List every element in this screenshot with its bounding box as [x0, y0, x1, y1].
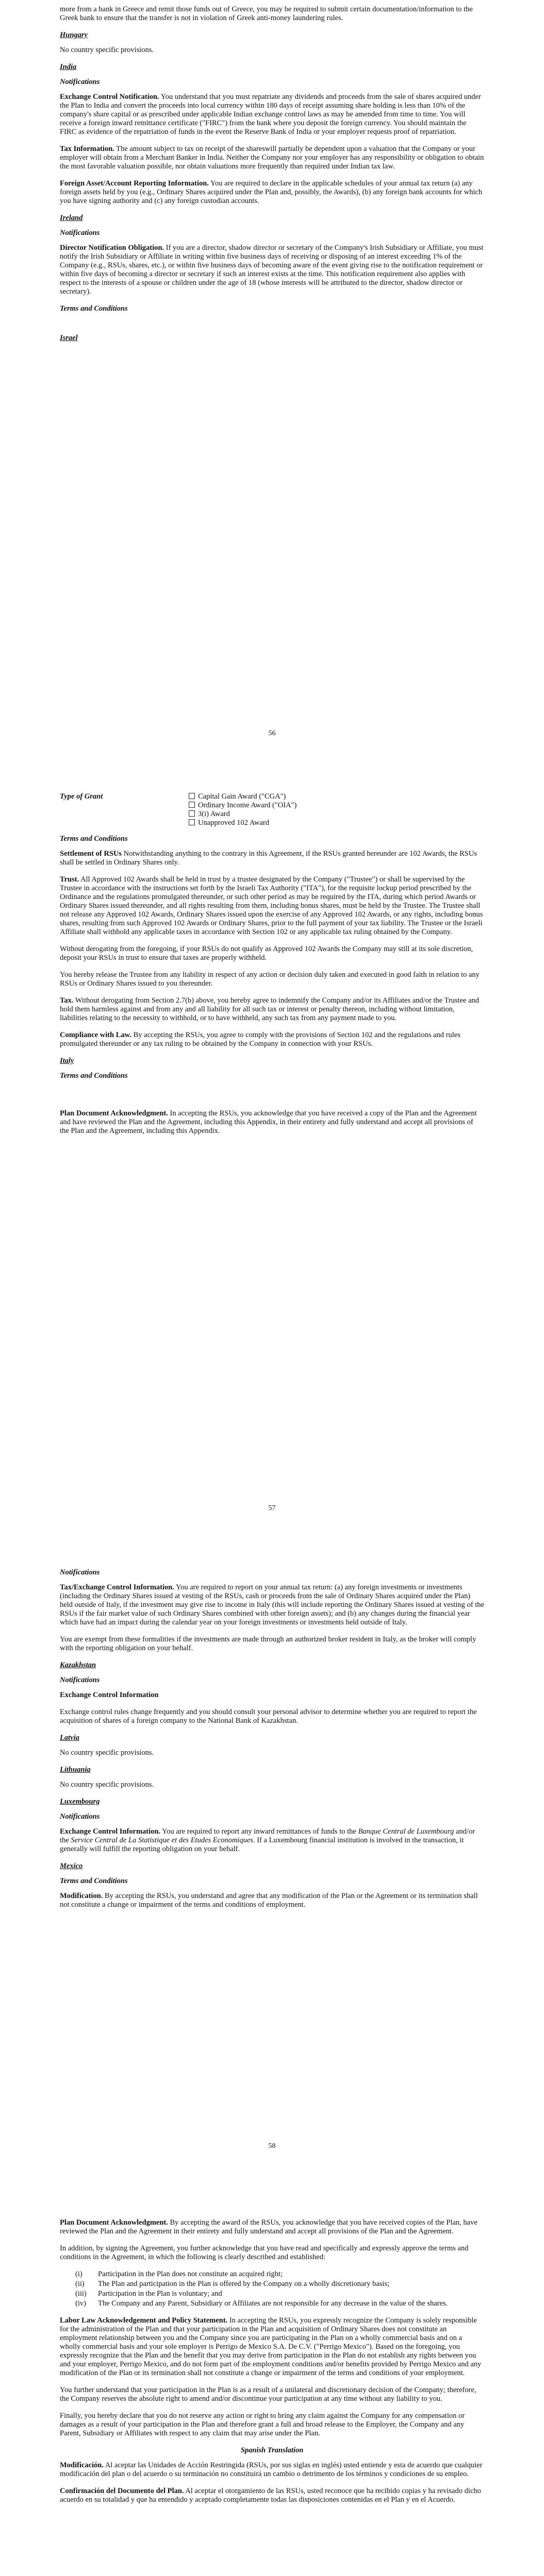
page-number: 58 [268, 2142, 276, 2150]
document-page-59 [0, 2215, 544, 2576]
paragraph [60, 1031, 484, 1048]
grant-option[interactable]: Capital Gain Award ("CGA") [189, 792, 296, 801]
country-heading-lithuania: Lithuania [60, 1766, 91, 1774]
country-heading-latvia: Latvia [60, 1734, 79, 1742]
paragraph: Exchange Control Information. You are required to report any inward remittances of funds to the Banque Central de Luxembourg and/or the Service Central de La Statistique et des Etudes Economiques. If a Luxembourg financial institution is involved in the transaction, it generally will fulfill the reporting obligation on your behalf. [60, 1827, 475, 1853]
paragraph [60, 145, 484, 171]
list-item: (iii) Participation in the Plan is voluntary; and [75, 2290, 222, 2298]
country-heading-india: India [60, 63, 77, 71]
paragraph: You are exempt from these formalities if the investments are made through an authorized broker resident in Italy, as the broker will comply with the reporting obligation on your behalf. [60, 1635, 476, 1652]
paragraph-lead: Plan Document Acknowledgment. [60, 1109, 168, 1117]
paragraph-body: Al aceptar las Unidades de Acción Restringida (RSUs, por sus siglas en inglés) usted entiende y esta de acuerdo que cualquier modificación del plan o del acuerdo o su terminación no constituirá un cambio o detrimento de los términos y condiciones de su empleo. [60, 2461, 483, 2478]
page-number: 56 [268, 730, 276, 737]
paragraph [60, 996, 484, 1023]
paragraph [60, 2316, 484, 2378]
section-subheading: Notifications [60, 78, 100, 86]
paragraph-body: Notwithstanding anything to the contrary in this Agreement, if the RSUs granted hereunder are 102 Awards, the RSUs shall be settled in Ordinary Shares only. [60, 850, 477, 867]
country-heading-mexico: Mexico [60, 1862, 83, 1870]
paragraph-lead: Compliance with Law. [60, 1031, 131, 1039]
paragraph [60, 93, 484, 137]
checkbox-icon[interactable] [189, 802, 195, 808]
paragraph [60, 244, 484, 296]
section-subheading: Terms and Conditions [60, 835, 128, 843]
paragraph: No country specific provisions. [60, 46, 154, 54]
paragraph-body: In accepting the RSUs, you acknowledge that you have received a copy of the Plan and the Agreement and have reviewed the Plan and the Agreement, including this Appendix, in their entirety and fully understand and accept all provisions of the Plan and the Agreement, including this Appendix. [60, 1109, 477, 1135]
paragraph: No country specific provisions. [60, 1781, 154, 1789]
paragraph-lead: Tax Information. [60, 145, 114, 153]
page-number: 57 [268, 1504, 276, 1512]
country-heading-israel: Israel [60, 334, 78, 342]
grant-type-block [60, 792, 484, 827]
paragraph [60, 850, 484, 867]
paragraph: more from a bank in Greece and remit those funds out of Greece, you may be required to submit certain documentation/information to the Greek bank to ensure that the transfer is not in violation of Greek anti-money laundering rules. [60, 5, 473, 22]
country-heading-italy: Italy [60, 1057, 74, 1065]
paragraph-body: Without derogating from Section 2.7(b) above, you hereby agree to indemnify the Company and/or its Affiliates and/or the Trustee and hold them harmless against and from any and all liability for all such tax or interest or penalty thereon, including without limitation, liabilities relating to the necessity to withhold, or to have withheld, any such tax from any payment made to you. [60, 996, 480, 1022]
paragraph-body: All Approved 102 Awards shall be held in trust by a trustee designated by the Company ("Trustee") or shall be supervised by the Trustee in accordance with the instructions set forth by the Israeli Tax Authority ("ITA"), for the requisite lockup period prescribed by the Ordinance and the regulations promulgated thereunder, or such other period as may be required by the ITA, during which period Awards or Ordinary Shares issued thereunder, and all rights resulting from them, including bonus shares, must be held by the Trustee. The Trustee shall not release any Approved 102 Awards, Ordinary Shares issued upon the exercise of any Approved 102 Awards, or any rights, including bonus shares, resulting from such Approved 102 Awards or Ordinary Shares, prior to the full payment of your tax liability. The Trustee or the Israeli Affiliate shall withhold any applicable taxes in accordance with Section 102 or any applicable tax ruling obtained by the Company. [60, 875, 483, 936]
paragraph-body: The amount subject to tax on receipt of the shareswill partially be dependent upon a valuation that the Company or your employer will obtain from a Merchant Banker in India. Neither the Company nor your employer has any responsibility or obligation to obtain the most favorable valuation possible, nor obtain valuations more frequently than required under Indian tax law. [60, 145, 484, 171]
country-heading-hungary: Hungary [60, 31, 88, 39]
paragraph-body: By accepting the award of the RSUs, you acknowledge that you have received copies of the Plan, have reviewed the Plan and the Agreement in their entirety and fully understand and accept all provisions of the Plan and the Agreement. [60, 2218, 477, 2235]
list-item: (ii) The Plan and participation in the Plan is offered by the Company on a wholly discretionary basis; [75, 2280, 390, 2288]
country-heading-ireland: Ireland [60, 214, 83, 222]
section-subheading: Notifications [60, 229, 100, 237]
grant-option[interactable]: 3(i) Award [189, 810, 296, 819]
paragraph [60, 2218, 484, 2236]
paragraph-lead: Tax/Exchange Control Information. [60, 1583, 174, 1591]
document-page-56 [0, 0, 544, 752]
paragraph-body: You are required to declare in the applicable schedules of your annual tax return (a) any foreign assets held by you (e.g., Ordinary Shares acquired under the Plan and, possibly, the Awards), (b) any foreign bank accounts for which you have signing authority and (c) any foreign custodian accounts. [60, 179, 483, 205]
paragraph-body: If you are a director, shadow director or secretary of the Company's Irish Subsidiary or Affiliate, you must notify the Irish Subsidiary or Affiliate in writing within five business days of receiving or disposing of an interest exceeding 1% of the Company (e.g., RSUs, shares, etc.), or within five business days of becoming aware of the event giving rise to the notification requirement or within five days of becoming a director or secretary if such an interest exists at the time. This notification requirement also applies with respect to the interests of a spouse or children under the age of 18 (whose interests will be attributed to the director, shadow director or secretary). [60, 244, 484, 296]
checkbox-icon[interactable] [189, 793, 195, 799]
paragraph: You further understand that your participation in the Plan is as a result of a unilateral and discretionary decision of the Company; therefore, the Company reserves the absolute right to amend and/or discontinue your participation at any time without any liability to you. [60, 2386, 476, 2403]
list-item: (i) Participation in the Plan does not constitute an acquired right; [75, 2270, 283, 2278]
paragraph [60, 875, 484, 937]
paragraph-body: By accepting the RSUs, you agree to comply with the provisions of Section 102 and the regulations and rules promulgated thereunder or any tax ruling to be obtained by the Company in connection with your RSUs. [60, 1031, 460, 1048]
paragraph-lead: Exchange Control Information [60, 1691, 159, 1699]
section-subheading: Terms and Conditions [60, 1877, 128, 1885]
document-page-57 [0, 773, 544, 1525]
acknowledgment-list [75, 2270, 484, 2308]
paragraph: No country specific provisions. [60, 1749, 154, 1757]
paragraph [60, 2487, 484, 2504]
paragraph [60, 2461, 484, 2479]
paragraph-body: By accepting the RSUs, you understand and agree that any modification of the Plan or the Agreement or its termination shall not constitute a change or impairment of the terms and conditions of employment. [60, 1892, 478, 1909]
paragraph-lead: Director Notification Obligation. [60, 244, 164, 252]
paragraph-lead: Modificación. [60, 2461, 104, 2469]
paragraph-body: You are required to report on your annual tax return: (a) any foreign investments or investments (including the Ordinary Shares issued at vesting of the RSUs, cash or proceeds from the sale of Ordinary Shares acquired under the Plan) held outside of Italy, if the investment may give rise to income in Italy (this will include reporting the Ordinary Shares issued at vesting of the RSUs if the fair market value of such Ordinary Shares combined with other foreign assets); and (b) any changes during the financial year which have had an impact during the calendar year on your foreign investments or investments held outside of Italy. [60, 1583, 484, 1626]
grant-option[interactable]: Unapproved 102 Award [189, 819, 296, 827]
grant-type-options [189, 792, 296, 827]
paragraph [60, 179, 484, 206]
checkbox-icon[interactable] [189, 810, 195, 817]
paragraph-lead: Exchange Control Information. [60, 1827, 161, 1836]
paragraph-lead: Settlement of RSUs [60, 850, 122, 858]
paragraph [60, 1892, 484, 1909]
grant-option[interactable]: Ordinary Income Award ("OIA") [189, 801, 296, 810]
paragraph: Finally, you hereby declare that you do not reserve any action or right to bring any claim against the Company for any compensation or damages as a result of your participation in the Plan and therefore grant a full and broad release to the Employer, the Company and any Parent, Subsidiary or Affiliates with respect to any claim that may arise under the Plan. [60, 2412, 465, 2437]
list-item: (iv) The Company and any Parent, Subsidiary or Affiliates are not responsible for any decrease in the value of the shares. [75, 2299, 448, 2308]
paragraph [60, 1109, 484, 1136]
section-subheading: Notifications [60, 1676, 100, 1684]
paragraph-lead: Foreign Asset/Account Reporting Information. [60, 179, 209, 188]
paragraph: Without derogating from the foregoing, if your RSUs do not qualify as Approved 102 Awards the Company may still at its sole discretion, deposit your RSUs in trust to ensure that taxes are properly withheld. [60, 945, 473, 962]
section-subheading: Notifications [60, 1568, 100, 1577]
paragraph-lead: Confirmación del Documento del Plan. [60, 2487, 184, 2495]
paragraph-body: Al aceptar el otorgamiento de las RSUs, usted reconoce que ha recibido copias y ha revisado dicho acuerdo en su totalidad y que ha entendido y aceptado completamente todas las disposiciones contenidas en el Plan y en el Acuerdo. [60, 2487, 481, 2504]
paragraph-lead: Exchange Control Notification. [60, 93, 159, 101]
paragraph [60, 1583, 484, 1627]
document-page-58 [0, 1546, 544, 2179]
section-heading-spanish: Spanish Translation [240, 2446, 304, 2454]
country-heading-luxembourg: Luxembourg [60, 1798, 100, 1806]
section-subheading: Terms and Conditions [60, 304, 128, 313]
paragraph-lead: Plan Document Acknowledgment. [60, 2218, 168, 2227]
paragraph: You hereby release the Trustee from any liability in respect of any action or decision duly taken and executed in good faith in relation to any RSUs or Ordinary Shares issued to you thereunder. [60, 971, 480, 988]
paragraph: In addition, by signing the Agreement, you further acknowledge that you have read and specifically and expressly approve the terms and conditions in the Agreement, in which the following is clearly described and established: [60, 2244, 469, 2261]
paragraph-lead: Trust. [60, 875, 79, 884]
country-heading-kazakhstan: Kazakhstan [60, 1661, 96, 1669]
section-subheading: Terms and Conditions [60, 1072, 128, 1080]
paragraph-lead: Modification. [60, 1892, 103, 1900]
paragraph-lead: Tax. [60, 996, 74, 1005]
paragraph-body: You understand that you must repatriate any dividends and proceeds from the sale of shares acquired under the Plan to India and convert the proceeds into local currency within 180 days of receipt assuming share holding is less than 10% of the company's share capital or as prescribed under applicable Indian exchange control laws as may be amended from time to time. You will receive a foreign inward remittance certificate ("FIRC") from the bank where you deposit the foreign currency. You should maintain the FIRC as evidence of the repatriation of funds in the event the Reserve Bank of India or your employer requests proof of repatriation. [60, 93, 481, 136]
paragraph: Exchange control rules change frequently and you should consult your personal advisor to determine whether you are required to report the acquisition of shares of a foreign company to the National Bank of Kazakhstan. [60, 1708, 477, 1725]
grant-type-label: Type of Grant [60, 792, 103, 801]
paragraph-lead: Labor Law Acknowledgement and Policy Statement. [60, 2316, 228, 2325]
paragraph-body: In accepting the RSUs, you expressly recognize the Company is solely responsible for the administration of the Plan and that your participation in the Plan and acquisition of Ordinary Shares does not constitute an employment relationship between you and the Company since you are participating in the Plan on a wholly commercial basis and on a wholly commercial basis and your sole employer is Perrigo de Mexico S.A. De C.V. ("Perrigo Mexico"). Based on the foregoing, you expressly recognize that the Plan and the benefit that you may derive from participation in the Plan do not establish any rights between you and your employer, Perrigo Mexico, and do not form part of the employment conditions and/or benefits provided by Perrigo Mexico and any modification of the Plan or its termination shall not constitute a change or impairment of the terms and conditions of your employment. [60, 2316, 482, 2377]
section-subheading: Notifications [60, 1812, 100, 1821]
checkbox-icon[interactable] [189, 819, 195, 825]
